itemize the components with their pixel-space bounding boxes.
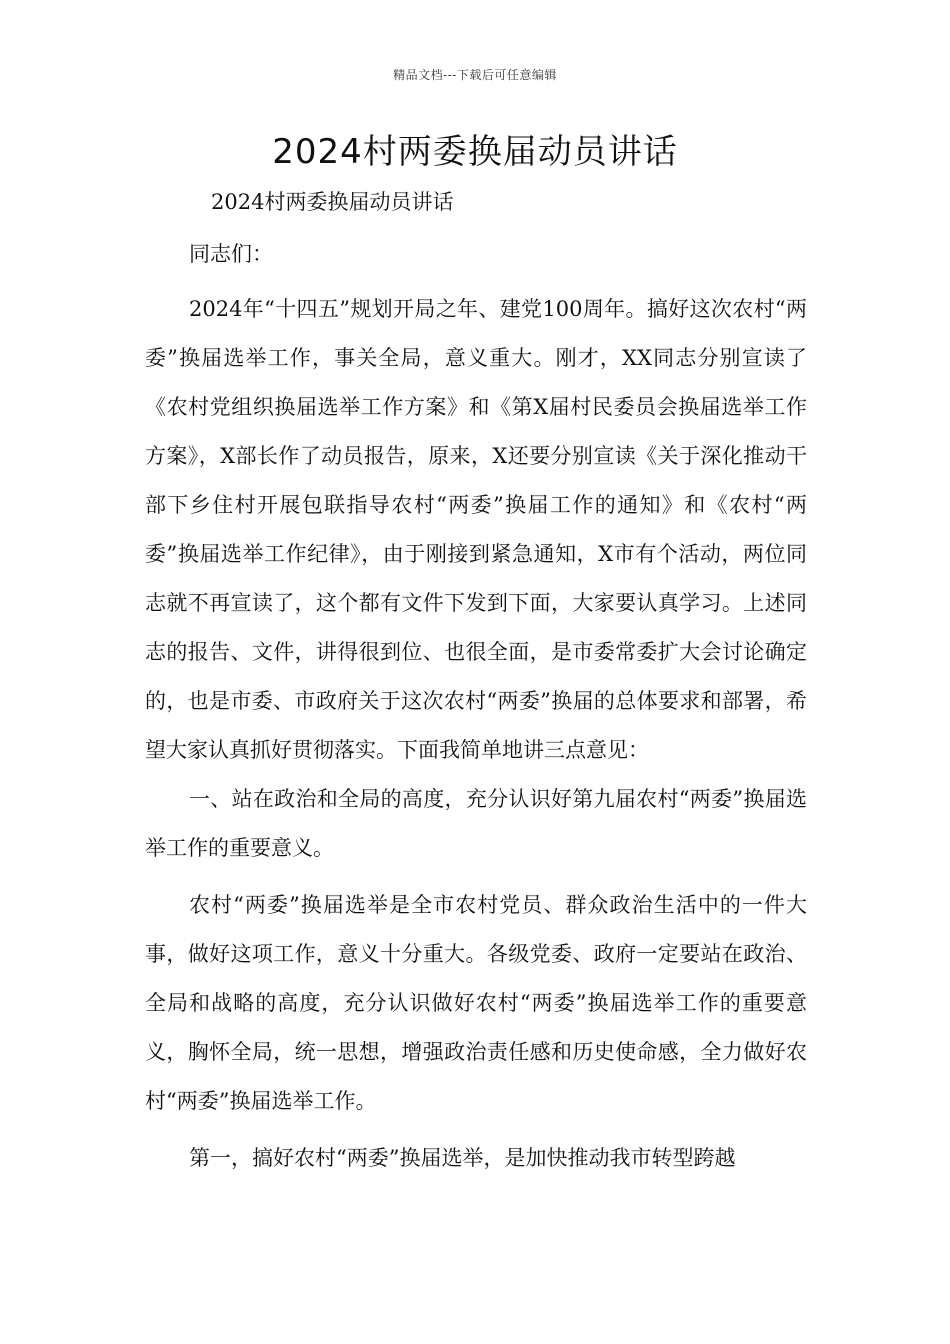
paragraph-intro: 2024年“十四五”规划开局之年、建党100周年。搞好这次农村“两委”换届选举工作，事关全局，意义重大。刚才，XX同志分别宣读了《农村党组织换届选举工作方案》和《第X届村民委员会换届选举工作方案》，X部长作了动员报告，原来，X还要分别宣读《关于深化推动干部下乡住村开展包联指导农村“两委”换届工作的通知》和《农村“两委”换届选举工作纪律》，由于刚接到紧急通知，X市有个活动，两位同志就不再宣读了，这个都有文件下发到下面，大家要认真学习。上述同志的报告、文件，讲得很到位、也很全面，是市委常委扩大会讨论确定的，也是市委、市政府关于这次农村“两委”换届的总体要求和部署，希望大家认真抓好贯彻落实。下面我简单地讲三点意见： <box>145 297 807 762</box>
document-title: 2024村两委换届动员讲话 <box>272 132 678 172</box>
salutation: 同志们： <box>189 242 273 266</box>
paragraph-point-1: 第一，搞好农村“两委”换届选举，是加快推动我市转型跨越 <box>189 1146 736 1170</box>
paragraph-significance: 农村“两委”换届选举是全市农村党员、群众政治生活中的一件大事，做好这项工作，意义十分重大。各级党委、政府一定要站在政治、全局和战略的高度，充分认识做好农村“两委”换届选举工作的重要意义，胸怀全局，统一思想，增强政治责任感和历史使命感，全力做好农村“两委”换届选举工作。 <box>145 893 807 1113</box>
document-subtitle: 2024村两委换届动员讲话 <box>211 190 454 214</box>
header-note: 精品文档---下载后可任意编辑 <box>393 68 557 82</box>
document-body <box>145 180 807 1183</box>
section-heading-1: 一、站在政治和全局的高度，充分认识好第九届农村“两委”换届选举工作的重要意义。 <box>145 787 807 860</box>
